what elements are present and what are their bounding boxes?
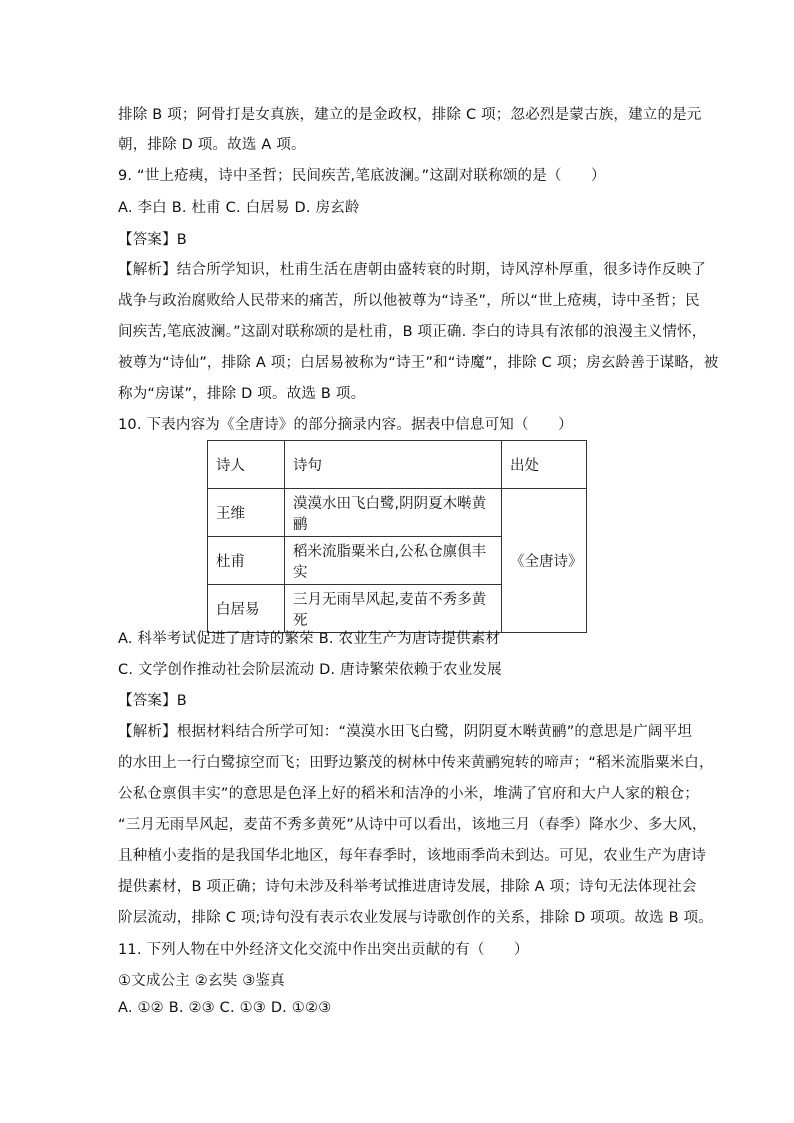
analysis-text: 阶层流动，排除 C 项;诗句没有表示农业发展与诗歌创作的关系，排除 D 项项。故选 B 项。 — [118, 910, 713, 926]
analysis-text: 称为“房谋”，排除 D 项。故选 B 项。 — [118, 386, 366, 402]
table-cell-poet: 白居易 — [208, 585, 285, 633]
analysis-text: 【解析】根据材料结合所学可知：“漠漠水田飞白鹭，阴阴夏木啭黄鹂”的意思是广阔平坦 — [118, 724, 693, 740]
analysis-text: 且种植小麦指的是我国华北地区，每年春季时，该地雨季尚未到达。可见，农业生产为唐诗 — [118, 848, 706, 864]
text-line: 朝，排除 D 项。故选 A 项。 — [118, 137, 306, 153]
table-header-row — [208, 441, 587, 489]
table-cell-verse: 漠漠水田飞白鹭,阴阴夏木啭黄鹂 — [285, 489, 502, 537]
answer-label: 【答案】B — [118, 693, 187, 709]
analysis-text: 提供素材，B 项正确；诗句未涉及科举考试推进唐诗发展，排除 A 项；诗句无法体现社会 — [118, 879, 697, 895]
question-11: 11. 下列人物在中外经济文化交流中作出突出贡献的有（ ） — [118, 942, 529, 958]
question-11-options: A. ①② B. ②③ C. ①③ D. ①②③ — [118, 1000, 332, 1016]
table-cell-verse: 稻米流脂粟米白,公私仓廪俱丰实 — [285, 537, 502, 585]
question-9: 9. “世上疮痍，诗中圣哲；民间疾苦,笔底波澜。”这副对联称颂的是（ ） — [118, 168, 606, 184]
table-header: 诗句 — [285, 441, 502, 489]
text-line: 排除 B 项；阿骨打是女真族，建立的是金政权，排除 C 项；忽必烈是蒙古族，建立的是元 — [118, 107, 702, 123]
question-10-options: A. 科举考试促进了唐诗的繁荣 B. 农业生产为唐诗提供素材 — [118, 631, 501, 647]
table-row — [208, 489, 587, 537]
table-cell-poet: 杜甫 — [208, 537, 285, 585]
analysis-text: “三月无雨旱风起，麦苗不秀多黄死”从诗中可以看出，该地三月（春季）降水少、多大风， — [118, 817, 707, 833]
table-cell-source: 《全唐诗》 — [502, 489, 587, 633]
analysis-text: 公私仓禀俱丰实”的意思是色泽上好的稻米和洁净的小米，堆满了官府和大户人家的粮仓； — [118, 786, 700, 802]
table-cell-poet: 王维 — [208, 489, 285, 537]
answer-label: 【答案】B — [118, 232, 187, 248]
analysis-text: 【解析】结合所学知识，杜甫生活在唐朝由盛转衰的时期，诗风淳朴厚重，很多诗作反映了 — [118, 262, 706, 278]
table-header: 出处 — [502, 441, 587, 489]
question-9-options: A. 李白 B. 杜甫 C. 白居易 D. 房玄龄 — [118, 200, 360, 216]
question-11-items: ①文成公主 ②玄奘 ③鉴真 — [118, 973, 285, 989]
poetry-table — [207, 440, 587, 633]
table-header: 诗人 — [208, 441, 285, 489]
analysis-text: 的水田上一行白鹭掠空而飞；田野边繁茂的树林中传来黄鹂宛转的啼声；“稻米流脂粟米白， — [118, 755, 714, 771]
analysis-text: 被尊为“诗仙”，排除 A 项；白居易被称为“诗王”和“诗魔”，排除 C 项；房玄龄善于谋略，被 — [118, 355, 719, 371]
analysis-text: 战争与政治腐败给人民带来的痛苦，所以他被尊为“诗圣”，所以“世上疮痍，诗中圣哲；民 — [118, 293, 700, 309]
analysis-text: 间疾苦,笔底波澜。”这副对联称颂的是杜甫，B 项正确. 李白的诗具有浓郁的浪漫主义情怀， — [118, 324, 707, 340]
question-10-options: C. 文学创作推动社会阶层流动 D. 唐诗繁荣依赖于农业发展 — [118, 662, 502, 678]
question-10: 10. 下表内容为《全唐诗》的部分摘录内容。据表中信息可知（ ） — [118, 417, 573, 433]
table-cell-verse: 三月无雨旱风起,麦苗不秀多黄死 — [285, 585, 502, 633]
